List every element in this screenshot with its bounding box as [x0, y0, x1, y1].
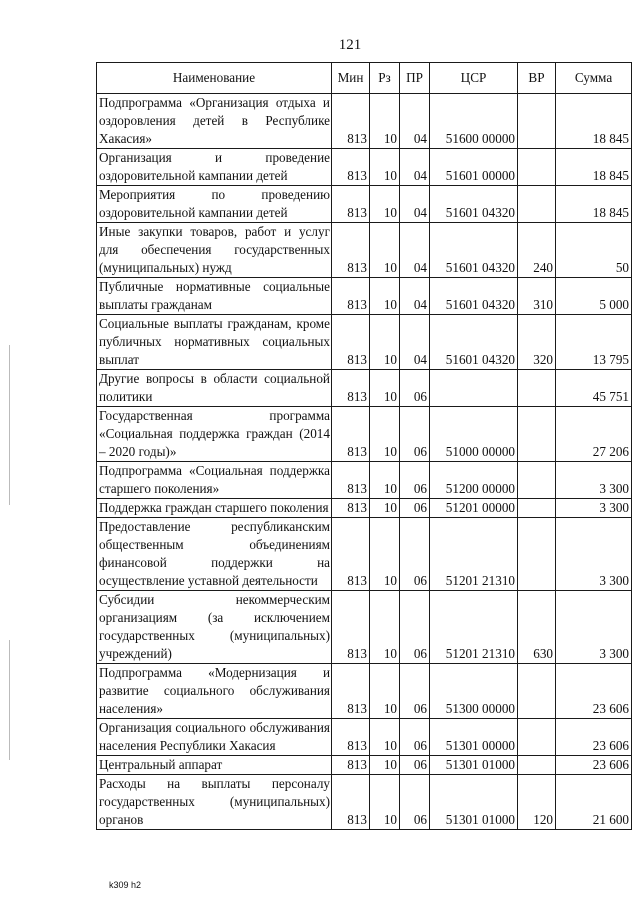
cell-pr: 04 — [400, 94, 430, 149]
cell-pr: 06 — [400, 719, 430, 756]
cell-min: 813 — [332, 149, 370, 186]
cell-min: 813 — [332, 518, 370, 591]
column-header-rz: Рз — [370, 63, 400, 94]
cell-sum: 18 845 — [556, 149, 632, 186]
cell-min: 813 — [332, 719, 370, 756]
cell-min: 813 — [332, 756, 370, 775]
cell-vr — [518, 462, 556, 499]
cell-csr: 51000 00000 — [430, 407, 518, 462]
table-header-row — [97, 63, 632, 94]
column-header-vr: ВР — [518, 63, 556, 94]
table-row — [97, 94, 632, 149]
cell-pr: 06 — [400, 591, 430, 664]
cell-pr: 06 — [400, 499, 430, 518]
cell-sum: 3 300 — [556, 591, 632, 664]
cell-name: Подпрограмма «Модернизация и развитие социального обслуживания населения» — [97, 664, 332, 719]
cell-vr — [518, 499, 556, 518]
cell-min: 813 — [332, 775, 370, 830]
cell-sum: 23 606 — [556, 756, 632, 775]
cell-vr — [518, 407, 556, 462]
cell-name: Субсидии некоммерческим организациям (за исключением государственных (муниципальных) учреждений) — [97, 591, 332, 664]
cell-rz: 10 — [370, 186, 400, 223]
column-header-csr: ЦСР — [430, 63, 518, 94]
cell-min: 813 — [332, 370, 370, 407]
cell-csr: 51301 00000 — [430, 719, 518, 756]
cell-sum: 3 300 — [556, 499, 632, 518]
table-row — [97, 591, 632, 664]
cell-pr: 06 — [400, 462, 430, 499]
cell-name: Другие вопросы в области социальной политики — [97, 370, 332, 407]
cell-pr: 06 — [400, 407, 430, 462]
cell-vr — [518, 186, 556, 223]
cell-pr: 06 — [400, 664, 430, 719]
cell-pr: 04 — [400, 315, 430, 370]
cell-sum: 45 751 — [556, 370, 632, 407]
cell-pr: 06 — [400, 756, 430, 775]
table-row — [97, 756, 632, 775]
table-row — [97, 407, 632, 462]
cell-rz: 10 — [370, 278, 400, 315]
cell-csr: 51601 04320 — [430, 223, 518, 278]
cell-vr — [518, 664, 556, 719]
cell-vr — [518, 94, 556, 149]
cell-min: 813 — [332, 664, 370, 719]
cell-csr: 51300 00000 — [430, 664, 518, 719]
cell-name: Государственная программа «Социальная поддержка граждан (2014 – 2020 годы)» — [97, 407, 332, 462]
cell-vr — [518, 518, 556, 591]
cell-min: 813 — [332, 278, 370, 315]
cell-sum: 23 606 — [556, 719, 632, 756]
cell-rz: 10 — [370, 719, 400, 756]
column-header-name: Наименование — [97, 63, 332, 94]
cell-csr: 51201 00000 — [430, 499, 518, 518]
cell-rz: 10 — [370, 775, 400, 830]
table-row — [97, 518, 632, 591]
cell-rz: 10 — [370, 223, 400, 278]
table-body — [97, 94, 632, 830]
cell-csr: 51601 04320 — [430, 186, 518, 223]
table-row — [97, 149, 632, 186]
cell-name: Предоставление республиканским общественным объединениям финансовой поддержки на осуществление уставной деятельности — [97, 518, 332, 591]
cell-sum: 3 300 — [556, 518, 632, 591]
cell-rz: 10 — [370, 756, 400, 775]
cell-min: 813 — [332, 591, 370, 664]
column-header-min: Мин — [332, 63, 370, 94]
cell-pr: 06 — [400, 775, 430, 830]
budget-table — [96, 62, 632, 830]
column-header-sum: Сумма — [556, 63, 632, 94]
cell-vr — [518, 719, 556, 756]
cell-sum: 27 206 — [556, 407, 632, 462]
cell-rz: 10 — [370, 370, 400, 407]
table-row — [97, 664, 632, 719]
cell-csr: 51201 21310 — [430, 518, 518, 591]
cell-rz: 10 — [370, 94, 400, 149]
cell-min: 813 — [332, 407, 370, 462]
cell-name: Организация социального обслуживания населения Республики Хакасия — [97, 719, 332, 756]
cell-vr: 310 — [518, 278, 556, 315]
cell-rz: 10 — [370, 518, 400, 591]
cell-name: Социальные выплаты гражданам, кроме публичных нормативных социальных выплат — [97, 315, 332, 370]
cell-vr: 320 — [518, 315, 556, 370]
cell-rz: 10 — [370, 149, 400, 186]
table-row — [97, 719, 632, 756]
cell-vr — [518, 370, 556, 407]
cell-min: 813 — [332, 499, 370, 518]
cell-csr: 51601 00000 — [430, 149, 518, 186]
cell-min: 813 — [332, 223, 370, 278]
cell-sum: 5 000 — [556, 278, 632, 315]
cell-name: Организация и проведение оздоровительной кампании детей — [97, 149, 332, 186]
cell-rz: 10 — [370, 315, 400, 370]
cell-vr: 240 — [518, 223, 556, 278]
cell-name: Иные закупки товаров, работ и услуг для обеспечения государственных (муниципальных) нужд — [97, 223, 332, 278]
cell-name: Центральный аппарат — [97, 756, 332, 775]
cell-rz: 10 — [370, 664, 400, 719]
cell-sum: 3 300 — [556, 462, 632, 499]
cell-sum: 18 845 — [556, 186, 632, 223]
cell-rz: 10 — [370, 591, 400, 664]
cell-sum: 13 795 — [556, 315, 632, 370]
table-row — [97, 775, 632, 830]
cell-csr: 51600 00000 — [430, 94, 518, 149]
cell-sum: 21 600 — [556, 775, 632, 830]
cell-name: Мероприятия по проведению оздоровительной кампании детей — [97, 186, 332, 223]
cell-pr: 04 — [400, 149, 430, 186]
table-row — [97, 223, 632, 278]
table-row — [97, 462, 632, 499]
cell-rz: 10 — [370, 407, 400, 462]
cell-name: Публичные нормативные социальные выплаты гражданам — [97, 278, 332, 315]
cell-vr: 120 — [518, 775, 556, 830]
cell-csr — [430, 370, 518, 407]
binding-margin-mark — [9, 345, 10, 505]
cell-csr: 51200 00000 — [430, 462, 518, 499]
table-row — [97, 278, 632, 315]
cell-csr: 51601 04320 — [430, 278, 518, 315]
cell-rz: 10 — [370, 499, 400, 518]
cell-vr: 630 — [518, 591, 556, 664]
cell-csr: 51301 01000 — [430, 756, 518, 775]
cell-pr: 04 — [400, 223, 430, 278]
page-number: 121 — [338, 37, 362, 53]
cell-pr: 04 — [400, 186, 430, 223]
cell-csr: 51601 04320 — [430, 315, 518, 370]
cell-sum: 50 — [556, 223, 632, 278]
cell-min: 813 — [332, 94, 370, 149]
column-header-pr: ПР — [400, 63, 430, 94]
cell-vr — [518, 149, 556, 186]
cell-min: 813 — [332, 462, 370, 499]
table-row — [97, 315, 632, 370]
cell-min: 813 — [332, 315, 370, 370]
footer-code: k309 h2 — [109, 880, 142, 890]
cell-vr — [518, 756, 556, 775]
cell-sum: 23 606 — [556, 664, 632, 719]
table-row — [97, 370, 632, 407]
cell-rz: 10 — [370, 462, 400, 499]
cell-pr: 06 — [400, 518, 430, 591]
cell-pr: 06 — [400, 370, 430, 407]
cell-pr: 04 — [400, 278, 430, 315]
cell-name: Подпрограмма «Организация отдыха и оздоровления детей в Республике Хакасия» — [97, 94, 332, 149]
cell-sum: 18 845 — [556, 94, 632, 149]
cell-name: Подпрограмма «Социальная поддержка старшего поколения» — [97, 462, 332, 499]
cell-csr: 51301 01000 — [430, 775, 518, 830]
table-row — [97, 499, 632, 518]
cell-csr: 51201 21310 — [430, 591, 518, 664]
table-row — [97, 186, 632, 223]
cell-min: 813 — [332, 186, 370, 223]
binding-margin-mark — [9, 640, 10, 760]
cell-name: Расходы на выплаты персоналу государственных (муниципальных) органов — [97, 775, 332, 830]
cell-name: Поддержка граждан старшего поколения — [97, 499, 332, 518]
